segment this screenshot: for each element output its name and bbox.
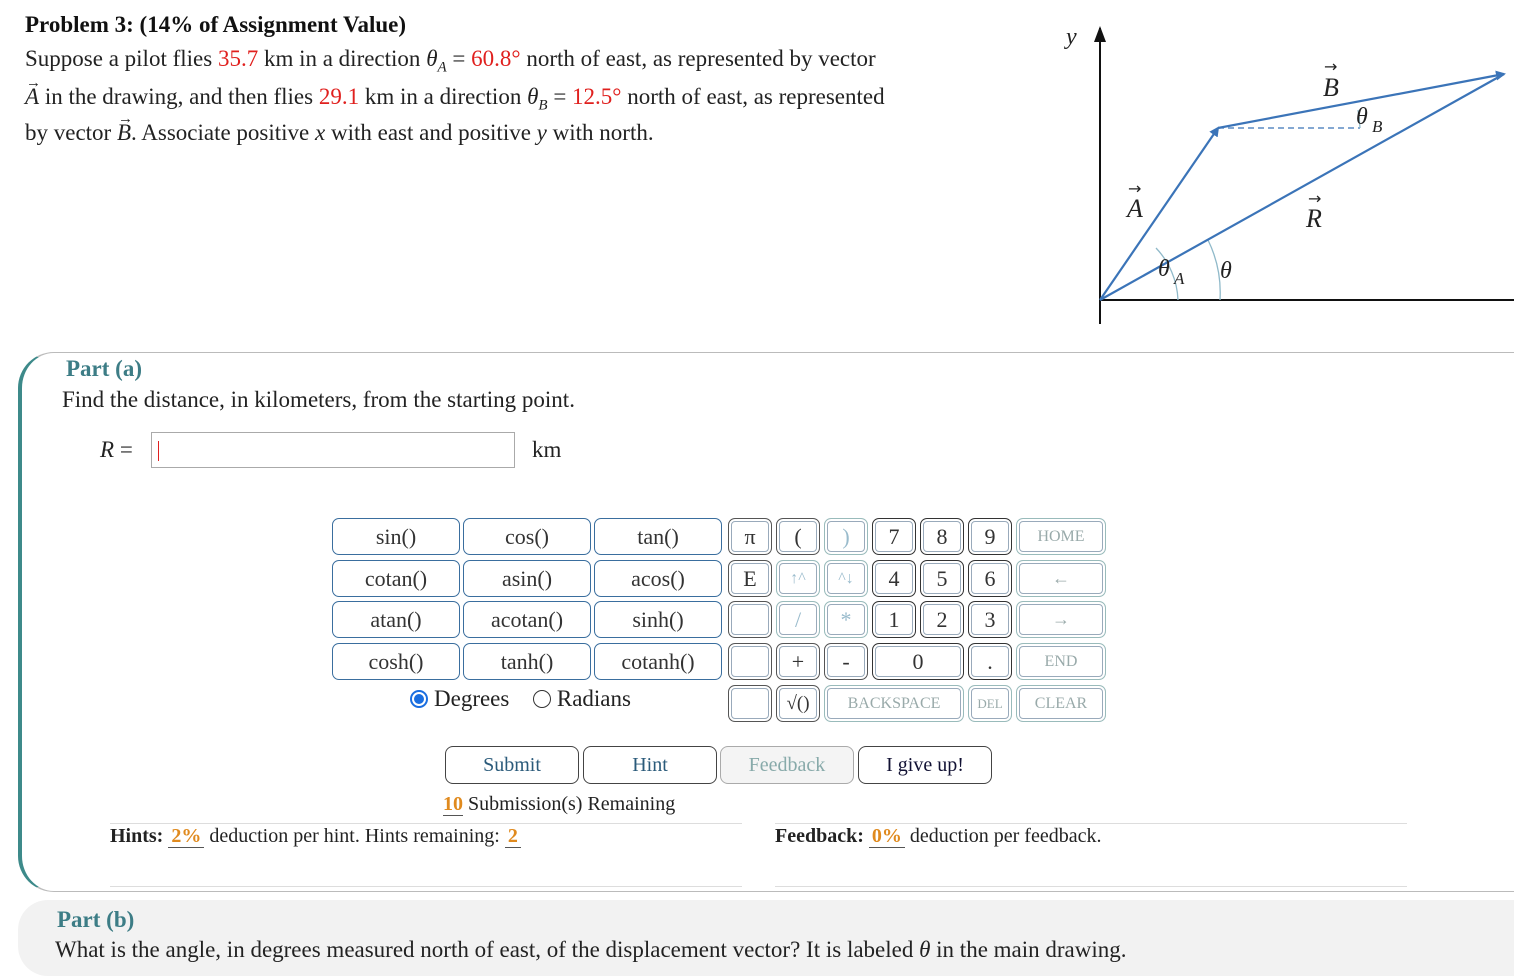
angle-b: 12.5°: [572, 84, 622, 109]
distance-a: 35.7: [217, 46, 259, 71]
key-superscript-up[interactable]: ↑^: [776, 560, 820, 597]
key-atan[interactable]: atan(): [332, 601, 460, 638]
degrees-radio[interactable]: [410, 690, 428, 708]
key-home[interactable]: HOME: [1016, 518, 1106, 555]
key-2[interactable]: 2: [920, 601, 964, 638]
theta-b-subscript: B: [538, 97, 548, 114]
stmt-text: by vector: [25, 120, 112, 145]
stmt-text: Suppose a pilot flies: [25, 46, 213, 71]
equals-sign: =: [452, 46, 466, 71]
angle-arc-theta: [1208, 240, 1220, 300]
submit-button[interactable]: Submit: [445, 746, 579, 784]
key-left-arrow[interactable]: ←: [1016, 560, 1106, 597]
submissions-text: Submission(s) Remaining: [468, 793, 676, 815]
vector-r-arrow-icon: →: [1308, 189, 1322, 208]
hints-label: Hints:: [110, 825, 164, 847]
stmt-text: with north.: [552, 120, 654, 145]
key-backspace[interactable]: BACKSPACE: [824, 685, 964, 722]
key-cosh[interactable]: cosh(): [332, 643, 460, 680]
part-b-title: Part (b): [57, 907, 135, 932]
key-3[interactable]: 3: [968, 601, 1012, 638]
theta-a-symbol: θ: [426, 46, 438, 71]
theta-a-subscript: A: [437, 59, 447, 76]
key-8[interactable]: 8: [920, 518, 964, 555]
key-9[interactable]: 9: [968, 518, 1012, 555]
problem-line-3: [25, 118, 654, 148]
feedback-info: [775, 825, 1101, 848]
key-7[interactable]: 7: [872, 518, 916, 555]
answer-input[interactable]: [151, 432, 515, 468]
key-asin[interactable]: asin(): [463, 560, 591, 597]
key-cotanh[interactable]: cotanh(): [594, 643, 722, 680]
key-tanh[interactable]: tanh(): [463, 643, 591, 680]
key-0[interactable]: 0: [872, 643, 964, 680]
answer-variable: R: [100, 437, 115, 462]
vector-a-symbol: → A: [25, 82, 39, 112]
problem-title: Problem 3: (14% of Assignment Value): [25, 12, 406, 37]
key-e[interactable]: E: [728, 560, 772, 597]
key-blank-2[interactable]: [728, 643, 772, 680]
theta-b-symbol: θ: [527, 84, 539, 109]
answer-equals: =: [119, 437, 133, 462]
submissions-remaining: [443, 793, 675, 816]
equals-sign: =: [553, 84, 567, 109]
key-5[interactable]: 5: [920, 560, 964, 597]
divider: [775, 823, 1407, 824]
problem-line-2: [25, 82, 885, 121]
angle-mode-group: [410, 686, 631, 712]
diagram-label-theta: θ: [1220, 258, 1232, 284]
key-pi[interactable]: π: [728, 518, 772, 555]
key-acos[interactable]: acos(): [594, 560, 722, 597]
key-4[interactable]: 4: [872, 560, 916, 597]
diagram-label-theta-a-sub: A: [1174, 269, 1185, 288]
diagram-label-theta-a: θ: [1158, 256, 1170, 282]
diagram-label-b: B: [1323, 73, 1339, 102]
key-1[interactable]: 1: [872, 601, 916, 638]
give-up-button[interactable]: I give up!: [858, 746, 992, 784]
hint-button[interactable]: Hint: [583, 746, 717, 784]
angle-a: 60.8°: [471, 46, 521, 71]
hints-percent: 2%: [168, 825, 204, 848]
key-clear[interactable]: CLEAR: [1016, 685, 1106, 722]
feedback-button[interactable]: Feedback: [720, 746, 854, 784]
key-tan[interactable]: tan(): [594, 518, 722, 555]
diagram-label-theta-b: θ: [1356, 104, 1368, 130]
key-end[interactable]: END: [1016, 643, 1106, 680]
key-sinh[interactable]: sinh(): [594, 601, 722, 638]
stmt-text: in the drawing, and then flies: [44, 84, 314, 109]
answer-unit: km: [532, 437, 562, 462]
degrees-label: Degrees: [434, 686, 510, 711]
part-b-prompt: [55, 937, 1127, 963]
stmt-text: with east and positive: [330, 120, 531, 145]
part-b-theta: θ: [919, 937, 931, 962]
diagram-label-a: A: [1127, 194, 1143, 223]
x-symbol: x: [315, 120, 326, 145]
divider: [110, 886, 742, 887]
stmt-text: north of east, as represented by vector: [526, 46, 876, 71]
hints-text: deduction per hint. Hints remaining:: [209, 825, 500, 847]
key-cos[interactable]: cos(): [463, 518, 591, 555]
divider: [110, 823, 742, 824]
feedback-text: deduction per feedback.: [909, 825, 1102, 847]
key-right-paren[interactable]: ): [824, 518, 868, 555]
key-left-paren[interactable]: (: [776, 518, 820, 555]
part-a-title: Part (a): [66, 356, 142, 381]
feedback-percent: 0%: [869, 825, 905, 848]
key-6[interactable]: 6: [968, 560, 1012, 597]
key-sqrt[interactable]: √(): [776, 685, 820, 722]
problem-line-1: [25, 44, 876, 83]
submissions-count: 10: [443, 793, 463, 815]
key-minus[interactable]: -: [824, 643, 868, 680]
key-acotan[interactable]: acotan(): [463, 601, 591, 638]
vector-a-arrow-icon: →: [1128, 179, 1142, 198]
stmt-text: km in a direction: [263, 46, 421, 71]
answer-label: [100, 437, 133, 463]
y-axis-arrow-icon: [1094, 26, 1106, 42]
hints-info: [110, 825, 521, 848]
key-decimal[interactable]: .: [968, 643, 1012, 680]
part-b-text-2: in the main drawing.: [936, 937, 1127, 962]
key-plus[interactable]: +: [776, 643, 820, 680]
stmt-text: km in a direction: [364, 84, 522, 109]
key-cotan[interactable]: cotan(): [332, 560, 460, 597]
y-symbol: y: [536, 120, 547, 145]
diagram-label-theta-b-sub: B: [1372, 117, 1383, 136]
stmt-text: north of east, as represented: [627, 84, 885, 109]
y-axis-label: y: [1066, 24, 1077, 50]
key-blank-1[interactable]: [728, 601, 772, 638]
distance-b: 29.1: [318, 84, 360, 109]
part-b-text-1: What is the angle, in degrees measured north of east, of the displacement vector? It is labeled: [55, 937, 914, 962]
vector-diagram: [1060, 14, 1514, 334]
part-a-prompt: Find the distance, in kilometers, from the starting point.: [62, 387, 575, 412]
key-del[interactable]: DEL: [968, 685, 1012, 722]
stmt-text: . Associate positive: [131, 120, 310, 145]
key-superscript-down[interactable]: ^↓: [824, 560, 868, 597]
key-right-arrow[interactable]: →: [1016, 601, 1106, 638]
text-cursor: [158, 441, 159, 461]
key-divide[interactable]: /: [776, 601, 820, 638]
key-sin[interactable]: sin(): [332, 518, 460, 555]
diagram-label-r: R: [1306, 204, 1322, 233]
hints-remaining: 2: [505, 825, 521, 848]
key-blank-3[interactable]: [728, 685, 772, 722]
radians-radio[interactable]: [533, 690, 551, 708]
vector-b-arrow-icon: →: [1324, 57, 1338, 76]
feedback-label: Feedback:: [775, 825, 864, 847]
key-multiply[interactable]: *: [824, 601, 868, 638]
vector-b-symbol: → B: [117, 118, 131, 148]
divider: [775, 886, 1407, 887]
radians-label: Radians: [556, 686, 631, 711]
